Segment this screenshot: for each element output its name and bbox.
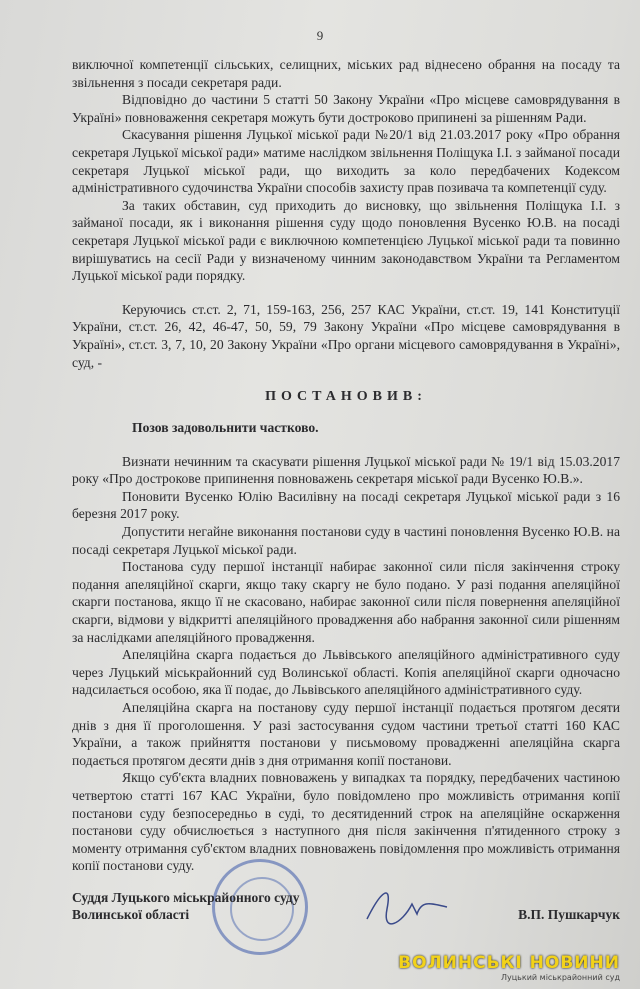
ruling-item: Постанова суду першої інстанції набирає законної сили після закінчення строку подання апеляційної скарги, якщо таку скаргу не було подано. У разі подання апеляційної скарги постанова, якщо її не скасовано, набирає законної сили після повернення апеляційної скарги, відмови у відкритті апеляційного провадження або набрання законної сили рішенням за наслідками апеляційного провадження. [72, 559, 620, 645]
ruling-item: Апеляційна скарга подається до Львівського апеляційного адміністративного суду через Луцький міськрайонний суд Волинської області. Копія апеляційної скарги одночасно надсилається особою, яка її подає, до Львівського апеляційного адміністративного суду. [72, 647, 620, 698]
watermark [72, 953, 620, 983]
watermark-logo: ВОЛИНСЬКІ НОВИНИ [398, 952, 620, 973]
paragraph: За таких обставин, суд приходить до висновку, що звільнення Поліщука І.І. з займаної посади, як і виконання рішення суду щодо поновлення Вусенко Ю.В. на посаді секретаря Луцької міської ради є виключною компетенцією Луцької міської ради та повинно вирішуватись на сесії Ради у визначеному чинним законодавством України та Регламентом Луцької міської ради порядку. [72, 197, 620, 284]
paragraph: Відповідно до частини 5 статті 50 Закону України «Про місцеве самоврядування в Україні» повноваження секретаря можуть бути достроково припинені за рішенням Ради. [72, 92, 620, 125]
paragraph: Скасування рішення Луцької міської ради №20/1 від 21.03.2017 року «Про обрання секретаря Луцької міської ради» матиме наслідком звільнення Поліщука І.І. з займаної посади секретаря Луцької міської ради, що виходить за коло передбачених Кодексом адміністративного судочинства України способів захисту прав позивача та компетенції суду. [72, 127, 620, 196]
watermark-caption: Луцький міськрайонний суд [500, 972, 620, 982]
ruling-item: Поновити Вусенко Юлію Василівну на посаді секретаря Луцької міської ради з 16 березня 2017 року. [72, 488, 620, 522]
judge-court-region: Волинської області [72, 906, 190, 922]
paragraph: Керуючись ст.ст. 2, 71, 159-163, 256, 257 КАС України, ст.ст. 19, 141 Конституції України, ст.ст. 26, 42, 46-47, 50, 59, 79 Закону України «Про місцеве самоврядування в Україні», ст.ст. 3, 7, 10, 20 Закону України «Про органи місцевого самоврядування в Україні», суд, - [72, 301, 620, 370]
signature-block [72, 889, 620, 923]
ruling-item: Апеляційна скарга на постанову суду першої інстанції подається протягом десяти днів з дня її проголошення. У разі застосування судом частини третьої статті 160 КАС України, а також прийняття постанови у письмовому провадженні апеляційна скарга подається протягом десяти днів з дня отримання копії постанови. [72, 700, 620, 768]
reasoning-section [72, 56, 620, 285]
ruling-heading: ПОСТАНОВИВ: [265, 389, 427, 405]
legal-basis [72, 301, 620, 371]
claim-section [72, 419, 620, 437]
ruling-item: Якщо суб'єкта владних повноважень у випадках та порядку, передбачених частиною четвертою статті 167 КАС України, було повідомлено про можливість отримання копії постанови суду безпосередньо в суді, то десятиденний строк на апеляційне оскарження постанови суду обчислюється з наступного дня після закінчення п'ятиденного строку з моменту отримання суб'єктом владних повноважень повідомлення про можливість отримання копії постанови суду. [72, 770, 620, 874]
judge-title: Суддя Луцького міськрайонного суду [72, 889, 300, 905]
claim-decision: Позов задовольнити частково. [132, 420, 319, 436]
ruling-item: Визнати нечинним та скасувати рішення Луцької міської ради № 19/1 від 15.03.2017 року «Про дострокове припинення повноважень секретаря міської ради Вусенко Ю.В.». [72, 453, 620, 487]
paragraph: виключної компетенції сільських, селищних, міських рад віднесено обрання на посаду та звільнення з посади секретаря ради. [72, 57, 620, 90]
judge-name: В.П. Пушкарчук [518, 906, 620, 922]
ruling-item: Допустити негайне виконання постанови суду в частині поновлення Вусенко Ю.В. на посаді секретаря Луцької міської ради. [72, 524, 620, 557]
page-number: 9 [316, 28, 324, 43]
signature-area [72, 889, 620, 949]
rulings-section [72, 453, 620, 875]
